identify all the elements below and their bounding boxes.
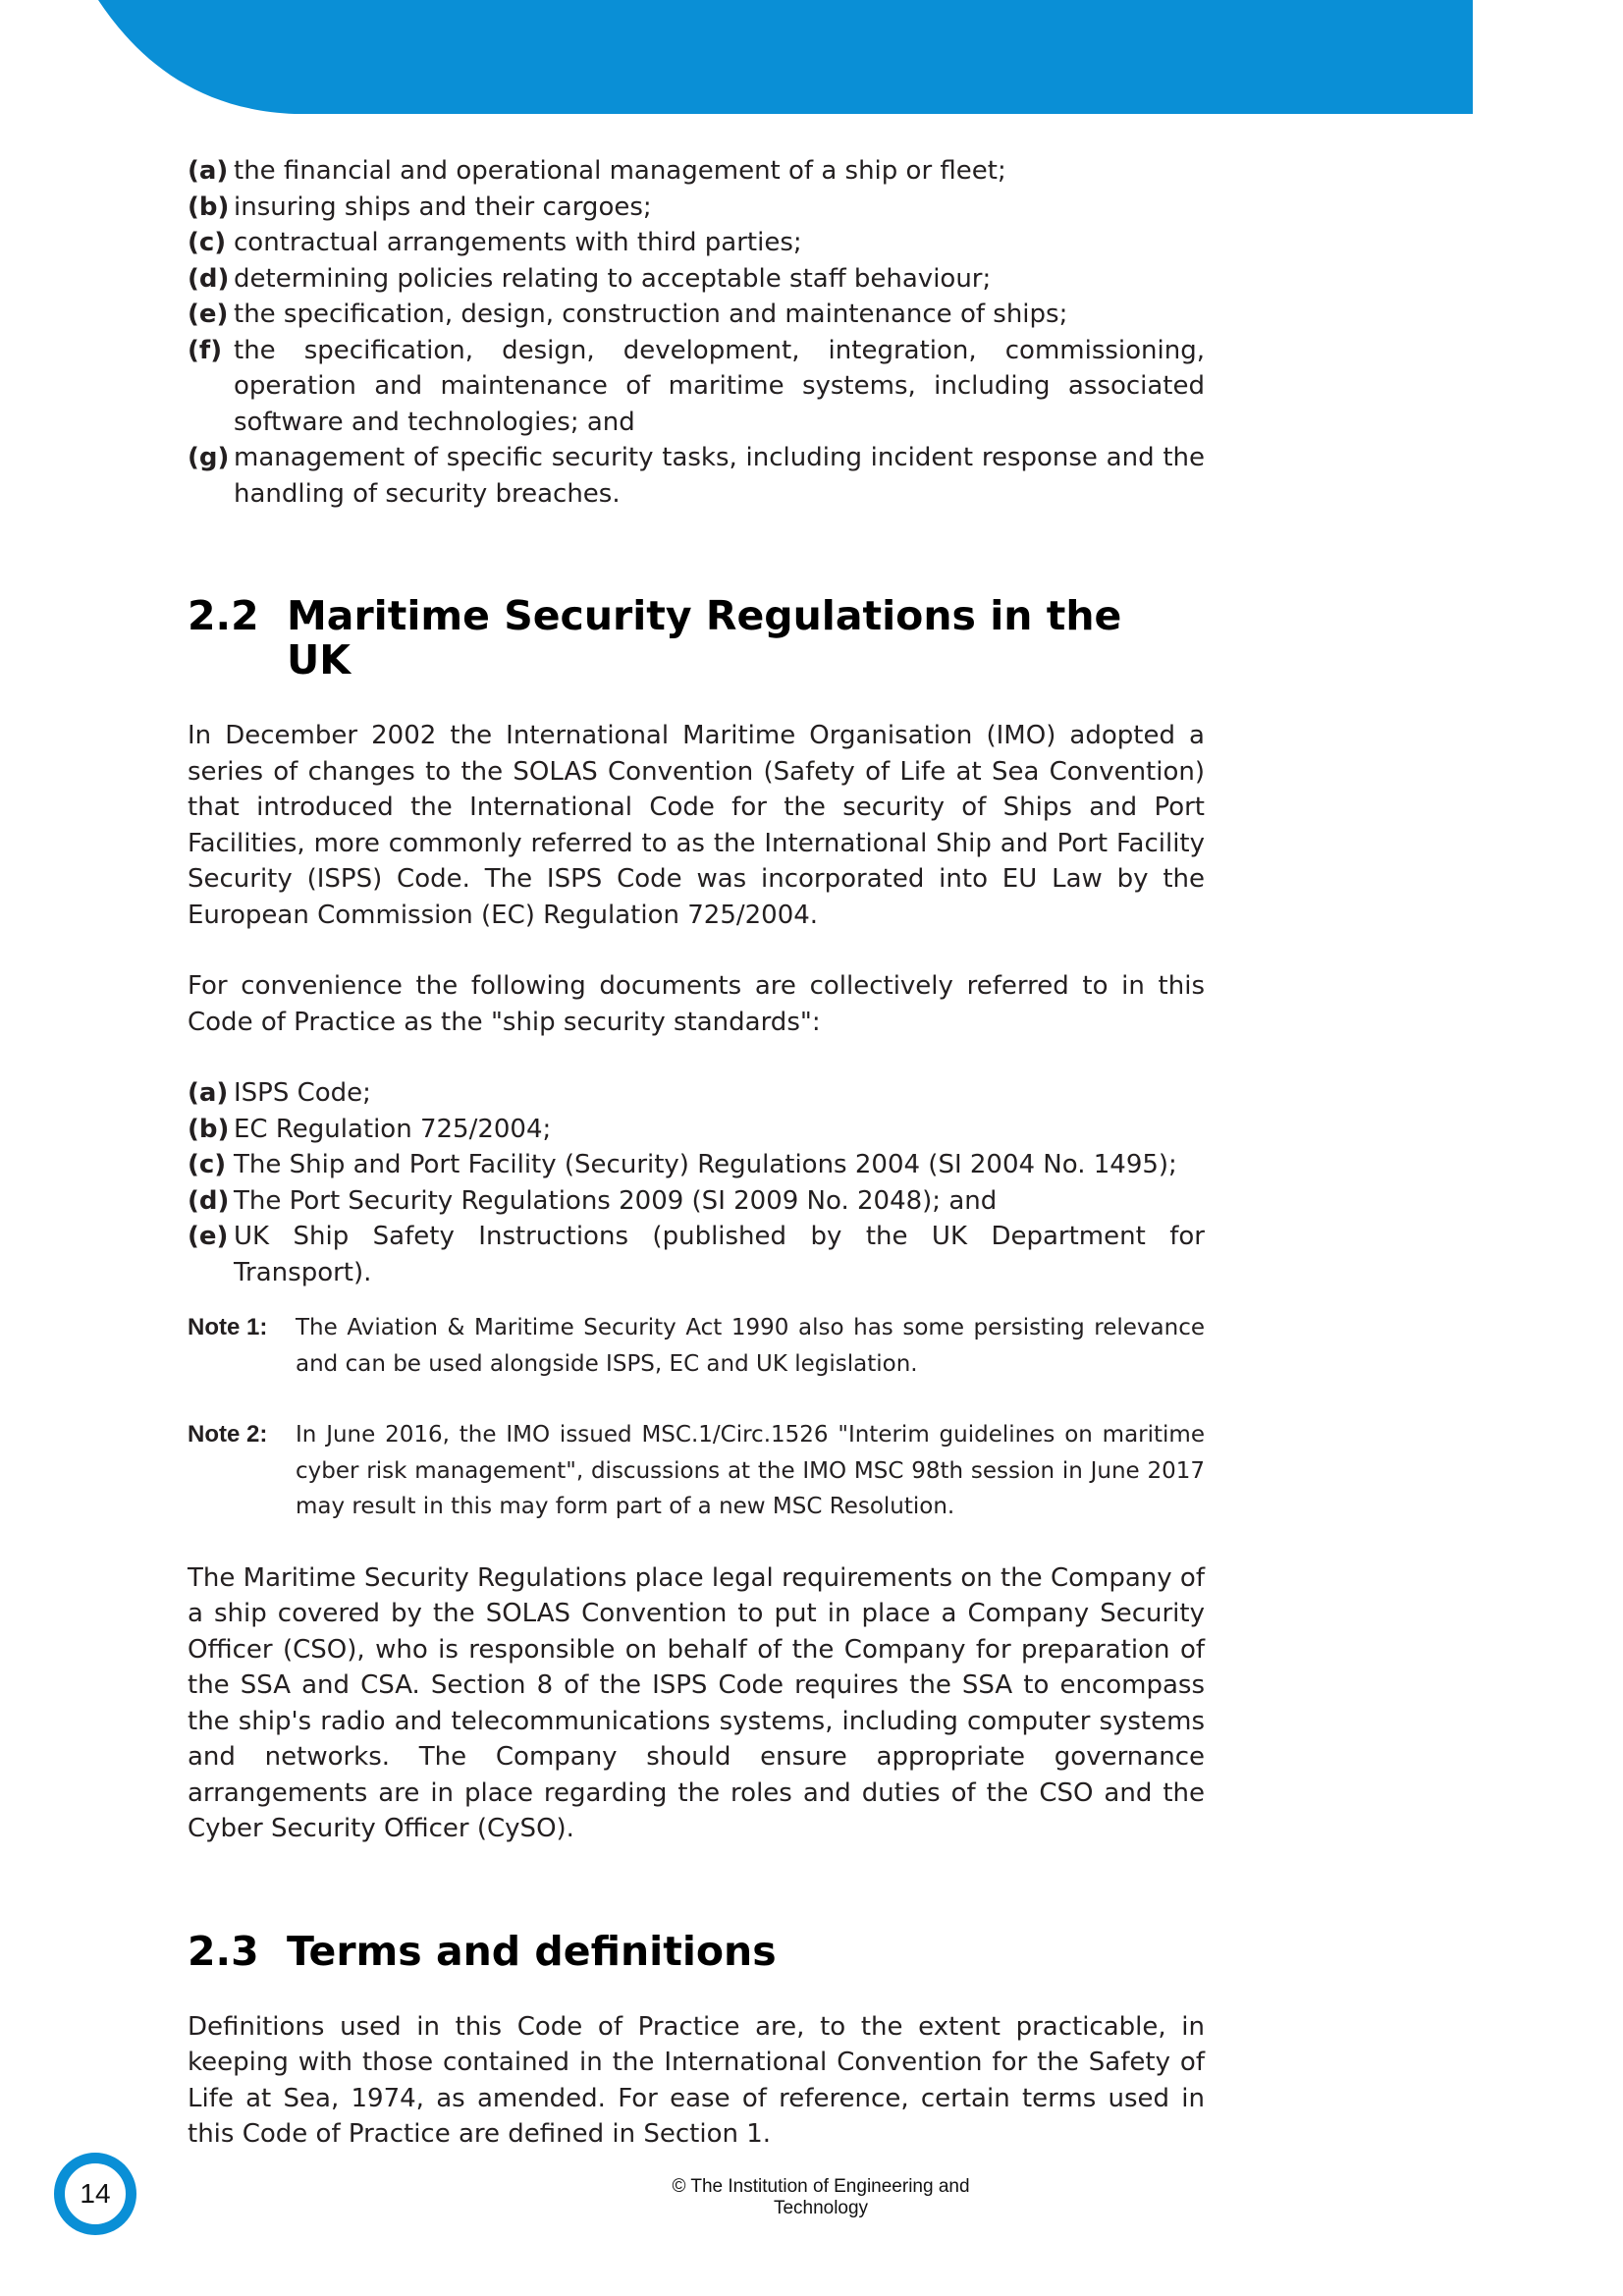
list-item: (f) the specification, design, development, integration, commissioning, operation and maintenance of maritime systems, including associated software and technologies; and — [188, 335, 1205, 437]
list-item: (a) ISPS Code; — [188, 1078, 371, 1108]
list-item: (d) The Port Security Regulations 2009 (SI 2009 No. 2048); and — [188, 1185, 998, 1216]
section-heading-2-2: 2.2 Maritime Security Regulations in the UK — [188, 594, 1205, 683]
section-title: Maritime Security Regulations in the UK — [287, 592, 1122, 683]
list-item: (c) The Ship and Port Facility (Security) Regulations 2004 (SI 2004 No. 1495); — [188, 1150, 1177, 1179]
intro-list — [188, 153, 1205, 512]
section-heading-2-3: 2.3 Terms and definitions — [188, 1927, 777, 1975]
page-number-badge — [54, 2153, 136, 2235]
list-item: (b) EC Regulation 725/2004; — [188, 1114, 552, 1144]
list-item: (a) the financial and operational management of a ship or fleet; — [188, 156, 1006, 186]
footer-copyright: © The Institution of Engineering and Technology — [672, 2176, 970, 2218]
note-1: Note 1: The Aviation & Maritime Security Act 1990 also has some persisting relevance and can be used alongside ISPS, EC and UK legislation. — [188, 1314, 1205, 1377]
paragraph: Definitions used in this Code of Practice are, to the extent practicable, in keeping with those contained in the International Convention for the Safety of Life at Sea, 1974, as amended. For ease of reference, certain terms used in this Code of Practice are defined in Section 1. — [188, 2011, 1205, 2149]
list-item: (b) insuring ships and their cargoes; — [188, 191, 652, 222]
section-title: Terms and definitions — [287, 1927, 777, 1975]
paragraph: For convenience the following documents are collectively referred to in this Code of Practice as the "ship security standards": — [188, 971, 1205, 1037]
list-item: (e) the specification, design, construction and maintenance of ships; — [188, 300, 1068, 329]
list-item: (g) management of specific security tasks, including incident response and the handling of security breaches. — [188, 443, 1205, 509]
paragraph: In December 2002 the International Maritime Organisation (IMO) adopted a series of changes to the SOLAS Convention (Safety of Life at Sea Convention) that introduced the International Code for the security of Ships and Port Facilities, more commonly referred to as the International Ship and Port Facility Security (ISPS) Code. The ISPS Code was incorporated into EU Law by the European Commission (EC) Regulation 725/2004. — [188, 721, 1205, 930]
paragraph: The Maritime Security Regulations place legal requirements on the Company of a ship covered by the SOLAS Convention to put in place a Company Security Officer (CSO), who is responsible on behalf of the Company for preparation of the SSA and CSA. Section 8 of the ISPS Code requires the SSA to encompass the ship's radio and telecommunications systems, including computer systems and networks. The Company should ensure appropriate governance arrangements are in place regarding the roles and duties of the CSO and the Cyber Security Officer (CySO). — [188, 1562, 1205, 1843]
standards-list — [188, 1075, 1205, 1290]
list-item: (c) contractual arrangements with third parties; — [188, 228, 802, 257]
list-item: (d) determining policies relating to acceptable staff behaviour; — [188, 263, 992, 294]
page-number: 14 — [80, 2178, 111, 2209]
header-banner — [0, 0, 1473, 114]
page-content — [188, 153, 1205, 2153]
note-2: Note 2: In June 2016, the IMO issued MSC.1/Circ.1526 "Interim guidelines on maritime cyber risk management", discussions at the IMO MSC 98th session in June 2017 may result in this may form part of a new MSC Resolution. — [188, 1421, 1205, 1519]
list-item: (e) UK Ship Safety Instructions (published by the UK Department for Transport). — [188, 1222, 1205, 1287]
